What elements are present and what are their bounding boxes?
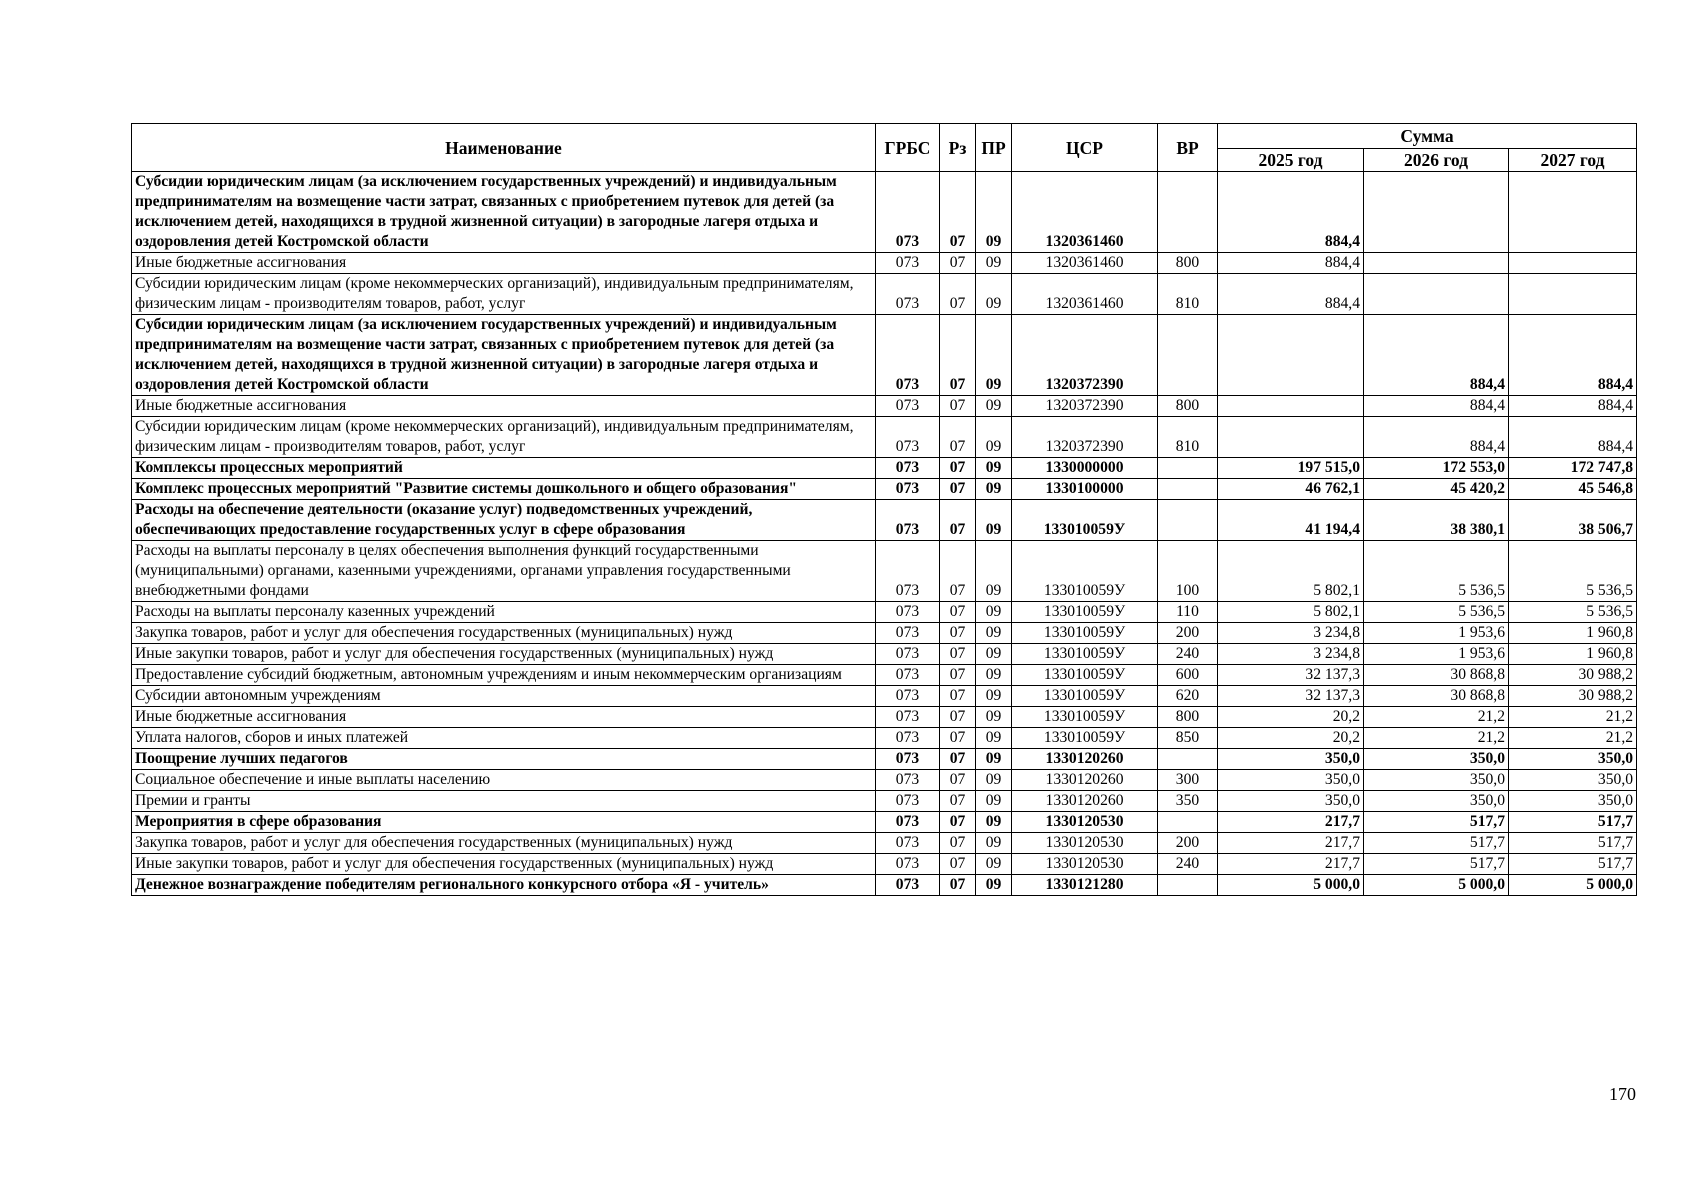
cell-vr: 810 — [1158, 417, 1218, 458]
cell-2026: 5 536,5 — [1364, 602, 1509, 623]
cell-name: Субсидии юридическим лицам (за исключением государственных учреждений) и индивидуальным предпринимателям на возмещение части затрат, связанных с приобретением путевок для детей (за исключением детей, находящихся в трудной жизненной ситуации) в загородные лагеря отдыха и оздоровления детей Костромской области — [132, 172, 876, 253]
cell-name: Иные закупки товаров, работ и услуг для обеспечения государственных (муниципальных) нужд — [132, 854, 876, 875]
header-row-1 — [132, 124, 1637, 149]
cell-2027: 45 546,8 — [1509, 479, 1637, 500]
cell-grbs: 073 — [876, 707, 940, 728]
cell-csr: 1330120260 — [1012, 749, 1158, 770]
cell-name: Закупка товаров, работ и услуг для обеспечения государственных (муниципальных) нужд — [132, 833, 876, 854]
cell-grbs: 073 — [876, 479, 940, 500]
cell-csr: 1330121280 — [1012, 875, 1158, 896]
cell-2027: 5 000,0 — [1509, 875, 1637, 896]
cell-vr: 800 — [1158, 707, 1218, 728]
cell-rz: 07 — [940, 644, 976, 665]
cell-rz: 07 — [940, 686, 976, 707]
cell-2026: 517,7 — [1364, 833, 1509, 854]
header-pr: ПР — [976, 124, 1012, 172]
cell-grbs: 073 — [876, 728, 940, 749]
cell-2025: 3 234,8 — [1218, 644, 1364, 665]
cell-2026: 517,7 — [1364, 854, 1509, 875]
cell-vr: 800 — [1158, 396, 1218, 417]
cell-2026: 5 000,0 — [1364, 875, 1509, 896]
cell-grbs: 073 — [876, 458, 940, 479]
cell-pr: 09 — [976, 541, 1012, 602]
cell-2026: 21,2 — [1364, 707, 1509, 728]
table-row — [132, 417, 1637, 458]
cell-csr: 1320361460 — [1012, 274, 1158, 315]
cell-pr: 09 — [976, 854, 1012, 875]
table-row — [132, 770, 1637, 791]
cell-rz: 07 — [940, 770, 976, 791]
cell-2027: 517,7 — [1509, 854, 1637, 875]
cell-2026 — [1364, 274, 1509, 315]
cell-2027: 884,4 — [1509, 315, 1637, 396]
cell-vr: 850 — [1158, 728, 1218, 749]
cell-2025: 884,4 — [1218, 253, 1364, 274]
cell-2025: 20,2 — [1218, 707, 1364, 728]
cell-csr: 1330000000 — [1012, 458, 1158, 479]
cell-name: Комплексы процессных мероприятий — [132, 458, 876, 479]
cell-vr: 800 — [1158, 253, 1218, 274]
cell-vr: 620 — [1158, 686, 1218, 707]
cell-csr: 133010059У — [1012, 541, 1158, 602]
cell-vr — [1158, 315, 1218, 396]
cell-2025 — [1218, 396, 1364, 417]
cell-rz: 07 — [940, 274, 976, 315]
cell-grbs: 073 — [876, 644, 940, 665]
cell-rz: 07 — [940, 458, 976, 479]
cell-2025: 32 137,3 — [1218, 686, 1364, 707]
cell-vr: 100 — [1158, 541, 1218, 602]
cell-pr: 09 — [976, 315, 1012, 396]
cell-pr: 09 — [976, 791, 1012, 812]
cell-2026: 5 536,5 — [1364, 541, 1509, 602]
cell-2026 — [1364, 253, 1509, 274]
cell-2026: 38 380,1 — [1364, 500, 1509, 541]
cell-rz: 07 — [940, 315, 976, 396]
cell-csr: 133010059У — [1012, 602, 1158, 623]
budget-table — [131, 123, 1637, 896]
cell-name: Предоставление субсидий бюджетным, автономным учреждениям и иным некоммерческим организациям — [132, 665, 876, 686]
cell-2027: 21,2 — [1509, 707, 1637, 728]
cell-pr: 09 — [976, 749, 1012, 770]
cell-2026: 884,4 — [1364, 396, 1509, 417]
cell-2027: 5 536,5 — [1509, 602, 1637, 623]
header-vr: ВР — [1158, 124, 1218, 172]
cell-grbs: 073 — [876, 500, 940, 541]
cell-csr: 133010059У — [1012, 623, 1158, 644]
cell-csr: 133010059У — [1012, 665, 1158, 686]
cell-vr: 300 — [1158, 770, 1218, 791]
cell-grbs: 073 — [876, 623, 940, 644]
cell-grbs: 073 — [876, 770, 940, 791]
cell-2025: 350,0 — [1218, 791, 1364, 812]
cell-grbs: 073 — [876, 541, 940, 602]
table-row — [132, 749, 1637, 770]
cell-2025: 5 000,0 — [1218, 875, 1364, 896]
cell-2027: 350,0 — [1509, 770, 1637, 791]
table-row — [132, 812, 1637, 833]
cell-2027: 517,7 — [1509, 812, 1637, 833]
cell-name: Субсидии юридическим лицам (кроме некоммерческих организаций), индивидуальным предпринимателям, физическим лицам - производителям товаров, работ, услуг — [132, 274, 876, 315]
cell-rz: 07 — [940, 812, 976, 833]
cell-name: Премии и гранты — [132, 791, 876, 812]
cell-rz: 07 — [940, 875, 976, 896]
cell-pr: 09 — [976, 417, 1012, 458]
table-row — [132, 623, 1637, 644]
cell-csr: 1330120260 — [1012, 791, 1158, 812]
cell-csr: 133010059У — [1012, 644, 1158, 665]
cell-pr: 09 — [976, 172, 1012, 253]
cell-csr: 1320372390 — [1012, 315, 1158, 396]
cell-pr: 09 — [976, 479, 1012, 500]
cell-2027 — [1509, 253, 1637, 274]
cell-pr: 09 — [976, 728, 1012, 749]
cell-2027: 884,4 — [1509, 396, 1637, 417]
cell-name: Субсидии юридическим лицам (за исключением государственных учреждений) и индивидуальным предпринимателям на возмещение части затрат, связанных с приобретением путевок для детей (за исключением детей, находящихся в трудной жизненной ситуации) в загородные лагеря отдыха и оздоровления детей Костромской области — [132, 315, 876, 396]
cell-name: Субсидии автономным учреждениям — [132, 686, 876, 707]
cell-2027 — [1509, 172, 1637, 253]
cell-csr: 1330120530 — [1012, 833, 1158, 854]
cell-vr — [1158, 749, 1218, 770]
cell-2027: 350,0 — [1509, 791, 1637, 812]
header-name: Наименование — [132, 124, 876, 172]
cell-rz: 07 — [940, 623, 976, 644]
cell-pr: 09 — [976, 396, 1012, 417]
cell-csr: 1330120530 — [1012, 812, 1158, 833]
cell-rz: 07 — [940, 172, 976, 253]
cell-csr: 133010059У — [1012, 728, 1158, 749]
cell-vr — [1158, 458, 1218, 479]
cell-name: Иные бюджетные ассигнования — [132, 707, 876, 728]
cell-2025: 350,0 — [1218, 770, 1364, 791]
cell-rz: 07 — [940, 854, 976, 875]
cell-vr — [1158, 479, 1218, 500]
cell-csr: 1320372390 — [1012, 417, 1158, 458]
table-row — [132, 315, 1637, 396]
table-row — [132, 396, 1637, 417]
cell-2025: 350,0 — [1218, 749, 1364, 770]
table-row — [132, 875, 1637, 896]
cell-name: Иные бюджетные ассигнования — [132, 396, 876, 417]
cell-name: Мероприятия в сфере образования — [132, 812, 876, 833]
cell-2027 — [1509, 274, 1637, 315]
cell-2025: 3 234,8 — [1218, 623, 1364, 644]
cell-2027: 21,2 — [1509, 728, 1637, 749]
table-row — [132, 458, 1637, 479]
cell-2025 — [1218, 417, 1364, 458]
cell-rz: 07 — [940, 665, 976, 686]
cell-2025: 884,4 — [1218, 274, 1364, 315]
cell-vr: 200 — [1158, 833, 1218, 854]
cell-vr — [1158, 500, 1218, 541]
table-row — [132, 479, 1637, 500]
cell-vr — [1158, 172, 1218, 253]
table-row — [132, 707, 1637, 728]
cell-grbs: 073 — [876, 253, 940, 274]
cell-2026: 1 953,6 — [1364, 623, 1509, 644]
cell-csr: 133010059У — [1012, 500, 1158, 541]
header-sum: Сумма — [1218, 124, 1637, 149]
cell-2026: 45 420,2 — [1364, 479, 1509, 500]
cell-2026: 350,0 — [1364, 791, 1509, 812]
cell-2027: 38 506,7 — [1509, 500, 1637, 541]
cell-name: Иные бюджетные ассигнования — [132, 253, 876, 274]
cell-pr: 09 — [976, 274, 1012, 315]
cell-csr: 1320361460 — [1012, 253, 1158, 274]
cell-grbs: 073 — [876, 172, 940, 253]
cell-name: Расходы на обеспечение деятельности (оказание услуг) подведомственных учреждений, обеспечивающих предоставление государственных услуг в сфере образования — [132, 500, 876, 541]
cell-2027: 30 988,2 — [1509, 665, 1637, 686]
cell-rz: 07 — [940, 396, 976, 417]
cell-2026: 350,0 — [1364, 770, 1509, 791]
cell-pr: 09 — [976, 458, 1012, 479]
cell-vr — [1158, 812, 1218, 833]
cell-grbs: 073 — [876, 665, 940, 686]
header-year-2025: 2025 год — [1218, 149, 1364, 172]
header-csr: ЦСР — [1012, 124, 1158, 172]
cell-rz: 07 — [940, 707, 976, 728]
cell-2026: 172 553,0 — [1364, 458, 1509, 479]
cell-2025: 32 137,3 — [1218, 665, 1364, 686]
cell-2026: 1 953,6 — [1364, 644, 1509, 665]
cell-csr: 1320361460 — [1012, 172, 1158, 253]
header-grbs: ГРБС — [876, 124, 940, 172]
cell-name: Денежное вознаграждение победителям регионального конкурсного отбора «Я - учитель» — [132, 875, 876, 896]
cell-rz: 07 — [940, 602, 976, 623]
cell-rz: 07 — [940, 728, 976, 749]
cell-name: Поощрение лучших педагогов — [132, 749, 876, 770]
cell-name: Субсидии юридическим лицам (кроме некоммерческих организаций), индивидуальным предпринимателям, физическим лицам - производителям товаров, работ, услуг — [132, 417, 876, 458]
cell-name: Уплата налогов, сборов и иных платежей — [132, 728, 876, 749]
budget-sheet — [131, 123, 1636, 896]
cell-pr: 09 — [976, 665, 1012, 686]
cell-grbs: 073 — [876, 833, 940, 854]
cell-vr: 200 — [1158, 623, 1218, 644]
cell-2025: 884,4 — [1218, 172, 1364, 253]
cell-2025: 197 515,0 — [1218, 458, 1364, 479]
cell-grbs: 073 — [876, 854, 940, 875]
cell-grbs: 073 — [876, 875, 940, 896]
table-row — [132, 854, 1637, 875]
cell-2027: 1 960,8 — [1509, 644, 1637, 665]
cell-grbs: 073 — [876, 396, 940, 417]
table-row — [132, 602, 1637, 623]
cell-2025 — [1218, 315, 1364, 396]
cell-2025: 217,7 — [1218, 812, 1364, 833]
cell-2026: 30 868,8 — [1364, 665, 1509, 686]
header-rz: Рз — [940, 124, 976, 172]
cell-grbs: 073 — [876, 274, 940, 315]
cell-pr: 09 — [976, 833, 1012, 854]
cell-pr: 09 — [976, 686, 1012, 707]
header-year-2027: 2027 год — [1509, 149, 1637, 172]
cell-rz: 07 — [940, 833, 976, 854]
cell-csr: 1330100000 — [1012, 479, 1158, 500]
table-row — [132, 791, 1637, 812]
cell-grbs: 073 — [876, 602, 940, 623]
cell-pr: 09 — [976, 623, 1012, 644]
cell-2026: 884,4 — [1364, 315, 1509, 396]
cell-2026: 21,2 — [1364, 728, 1509, 749]
cell-2027: 172 747,8 — [1509, 458, 1637, 479]
header-year-2026: 2026 год — [1364, 149, 1509, 172]
cell-2025: 20,2 — [1218, 728, 1364, 749]
cell-csr: 1320372390 — [1012, 396, 1158, 417]
cell-2025: 5 802,1 — [1218, 541, 1364, 602]
table-row — [132, 644, 1637, 665]
table-row — [132, 541, 1637, 602]
cell-2025: 41 194,4 — [1218, 500, 1364, 541]
cell-2025: 217,7 — [1218, 833, 1364, 854]
cell-pr: 09 — [976, 770, 1012, 791]
cell-2027: 517,7 — [1509, 833, 1637, 854]
cell-csr: 1330120530 — [1012, 854, 1158, 875]
table-row — [132, 172, 1637, 253]
cell-2027: 30 988,2 — [1509, 686, 1637, 707]
cell-grbs: 073 — [876, 791, 940, 812]
cell-grbs: 073 — [876, 686, 940, 707]
cell-name: Иные закупки товаров, работ и услуг для обеспечения государственных (муниципальных) нужд — [132, 644, 876, 665]
cell-rz: 07 — [940, 500, 976, 541]
cell-2025: 5 802,1 — [1218, 602, 1364, 623]
cell-grbs: 073 — [876, 812, 940, 833]
cell-2026: 30 868,8 — [1364, 686, 1509, 707]
cell-vr: 240 — [1158, 644, 1218, 665]
table-row — [132, 833, 1637, 854]
cell-vr — [1158, 875, 1218, 896]
page-number: 170 — [1609, 1084, 1636, 1104]
cell-name: Социальное обеспечение и иные выплаты населению — [132, 770, 876, 791]
table-row — [132, 274, 1637, 315]
cell-2027: 1 960,8 — [1509, 623, 1637, 644]
cell-vr: 810 — [1158, 274, 1218, 315]
cell-2025: 217,7 — [1218, 854, 1364, 875]
cell-vr: 600 — [1158, 665, 1218, 686]
cell-rz: 07 — [940, 417, 976, 458]
cell-vr: 240 — [1158, 854, 1218, 875]
cell-pr: 09 — [976, 253, 1012, 274]
cell-2027: 350,0 — [1509, 749, 1637, 770]
cell-rz: 07 — [940, 253, 976, 274]
cell-name: Комплекс процессных мероприятий "Развитие системы дошкольного и общего образования" — [132, 479, 876, 500]
cell-pr: 09 — [976, 644, 1012, 665]
cell-pr: 09 — [976, 500, 1012, 541]
cell-2027: 5 536,5 — [1509, 541, 1637, 602]
cell-rz: 07 — [940, 541, 976, 602]
cell-rz: 07 — [940, 791, 976, 812]
table-body — [132, 172, 1637, 896]
cell-vr: 350 — [1158, 791, 1218, 812]
table-row — [132, 686, 1637, 707]
cell-2027: 884,4 — [1509, 417, 1637, 458]
cell-csr: 133010059У — [1012, 707, 1158, 728]
cell-pr: 09 — [976, 602, 1012, 623]
cell-rz: 07 — [940, 479, 976, 500]
cell-csr: 133010059У — [1012, 686, 1158, 707]
cell-2025: 46 762,1 — [1218, 479, 1364, 500]
cell-vr: 110 — [1158, 602, 1218, 623]
cell-rz: 07 — [940, 749, 976, 770]
table-row — [132, 253, 1637, 274]
table-row — [132, 728, 1637, 749]
cell-pr: 09 — [976, 875, 1012, 896]
cell-2026: 884,4 — [1364, 417, 1509, 458]
cell-2026: 350,0 — [1364, 749, 1509, 770]
cell-grbs: 073 — [876, 315, 940, 396]
table-row — [132, 500, 1637, 541]
cell-2026: 517,7 — [1364, 812, 1509, 833]
cell-grbs: 073 — [876, 417, 940, 458]
cell-pr: 09 — [976, 707, 1012, 728]
cell-csr: 1330120260 — [1012, 770, 1158, 791]
cell-pr: 09 — [976, 812, 1012, 833]
cell-name: Расходы на выплаты персоналу казенных учреждений — [132, 602, 876, 623]
table-row — [132, 665, 1637, 686]
cell-name: Закупка товаров, работ и услуг для обеспечения государственных (муниципальных) нужд — [132, 623, 876, 644]
cell-grbs: 073 — [876, 749, 940, 770]
cell-name: Расходы на выплаты персоналу в целях обеспечения выполнения функций государственными (муниципальными) органами, казенными учреждениями, органами управления государственными внебюджетными фондами — [132, 541, 876, 602]
cell-2026 — [1364, 172, 1509, 253]
